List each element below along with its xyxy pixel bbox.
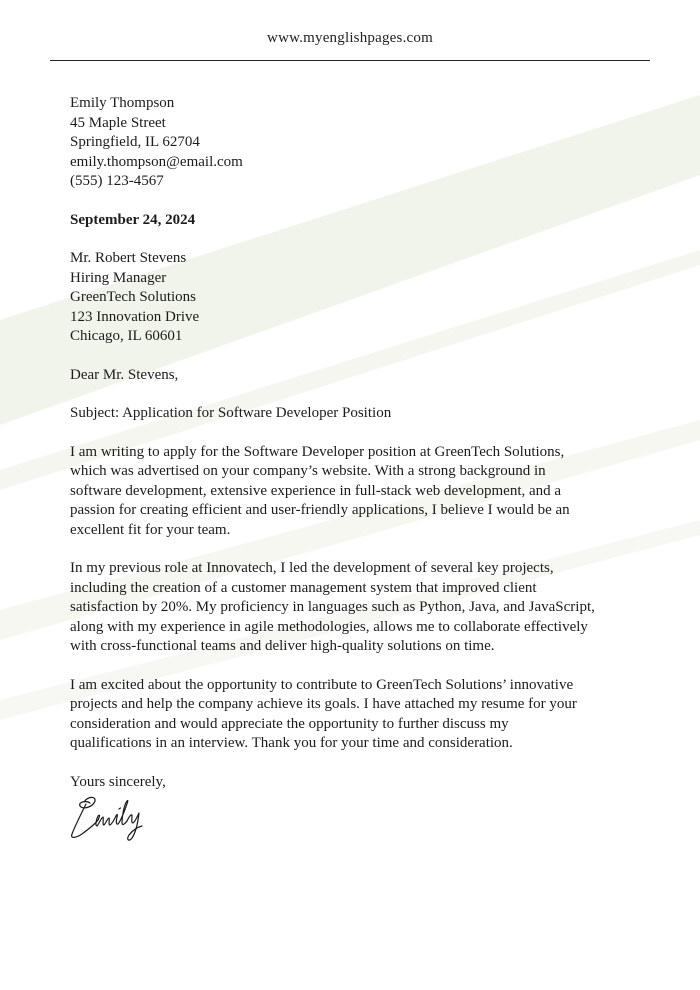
header-divider: [50, 60, 650, 61]
paragraph-line: qualifications in an interview. Thank you for your time and consideration.: [70, 735, 513, 751]
handwritten-signature: [62, 790, 162, 845]
subject-line: Subject: Application for Software Developer Position: [70, 405, 392, 421]
body-paragraph-2: [70, 559, 635, 657]
recipient-company: GreenTech Solutions: [70, 289, 197, 305]
closing: Yours sincerely,: [70, 773, 166, 790]
signature-stroke: [96, 815, 116, 826]
signature-stroke: [116, 801, 128, 825]
sender-address: [70, 94, 635, 192]
letter-body: [70, 94, 635, 792]
paragraph-line: along with my experience in agile methodologies, allows me to collaborate effectively: [70, 618, 588, 635]
paragraph-line: excellent fit for your team.: [70, 521, 231, 538]
signature-stroke: [72, 804, 98, 837]
body-paragraph-3: [70, 676, 635, 754]
paragraph-line: passion for creating efficient and user-friendly applications, I believe I would be an: [70, 502, 570, 518]
signature-stroke: [119, 808, 121, 809]
paragraph-line: In my previous role at Innovatech, I led the development of several key projects,: [70, 560, 554, 576]
paragraph-line: with cross-functional teams and deliver high-quality solutions on time.: [70, 638, 495, 654]
site-url[interactable]: www.myenglishpages.com: [267, 30, 433, 46]
paragraph-line: I am excited about the opportunity to contribute to GreenTech Solutions’ innovative: [70, 676, 574, 693]
signature-stroke: [127, 813, 142, 840]
sender-phone: (555) 123-4567: [70, 173, 164, 189]
body-paragraph-1: [70, 443, 635, 541]
paragraph-line: which was advertised on your company’s website. With a strong background in: [70, 463, 546, 479]
letter-date: September 24, 2024: [70, 211, 196, 228]
paragraph-line: projects and help the company achieve its goals. I have attached my resume for your: [70, 696, 577, 712]
salutation: Dear Mr. Stevens,: [70, 366, 179, 383]
recipient-title: Hiring Manager: [70, 269, 167, 286]
sender-name: Emily Thompson: [70, 95, 175, 111]
sender-email: emily.thompson@email.com: [70, 153, 243, 170]
signature-stroke: [80, 797, 95, 807]
paragraph-line: satisfaction by 20%. My proficiency in languages such as Python, Java, and JavaScript,: [70, 599, 595, 615]
recipient-address: [70, 249, 635, 347]
paragraph-line: consideration and would appreciate the opportunity to further discuss my: [70, 715, 509, 732]
sender-city: Springfield, IL 62704: [70, 134, 200, 150]
paragraph-line: including the creation of a customer management system that improved client: [70, 579, 537, 596]
sender-street: 45 Maple Street: [70, 114, 166, 131]
recipient-city: Chicago, IL 60601: [70, 328, 183, 344]
paragraph-line: I am writing to apply for the Software Developer position at GreenTech Solutions,: [70, 443, 565, 460]
recipient-street: 123 Innovation Drive: [70, 308, 200, 325]
paragraph-line: software development, extensive experience in full-stack web development, and a: [70, 482, 562, 499]
recipient-name: Mr. Robert Stevens: [70, 250, 187, 266]
